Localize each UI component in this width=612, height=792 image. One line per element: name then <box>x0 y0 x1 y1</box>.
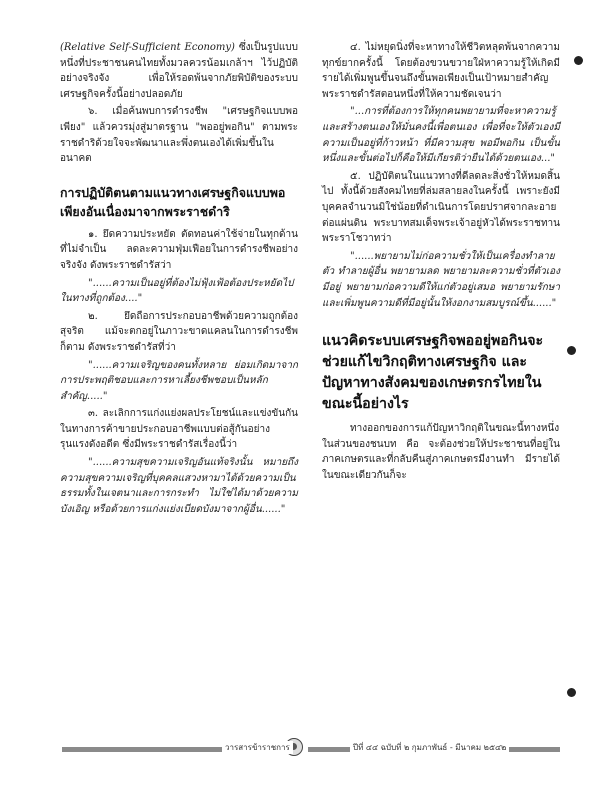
paragraph-item-2: ๒. ยึดถือการประกอบอาชีพด้วยความถูกต้อง สุจริต แม้จะตกอยู่ในภาวะขาดแคลนในการดำรงชีพก็ตาม ดังพระราชดำรัสที่ว่า <box>60 310 298 353</box>
footer-journal-name: วารสารข้าราชการ <box>222 741 293 754</box>
right-column <box>322 40 560 485</box>
left-column <box>60 40 298 519</box>
paragraph-item-4: ๔. ไม่หยุดนิ่งที่จะหาทางให้ชีวิตหลุดพ้นจากความทุกข์ยากครั้งนี้ โดยต้องขวนขวายใฝ่หาความรู้ให้เกิดมีรายได้เพิ่มพูนขึ้นจนถึงขั้นพอเพียงเป็นเป้าหมายสำคัญ พระราชดำรัสตอนหนึ่งที่ให้ความชัดเจนว่า <box>322 42 560 100</box>
royal-quote-4: "...การที่ต้องการให้ทุกคนพยายามที่จะหาความรู้ และสร้างตนเองให้มั่นคงนี้เพื่อตนเอง เพื่อที่จะให้ตัวเองมีความเป็นอยู่ที่ก้าวหน้า ที่มีความสุข พอมีพอกิน เป็นขั้นหนึ่งและขั้นต่อไปก็คือให้มีเกียรติว่ายืนได้ด้วยตนเอง..." <box>322 106 560 165</box>
royal-quote-1: "......ความเป็นอยู่ที่ต้องไม่ฟุ้งเฟ้อต้องประหยัดไปในทางที่ถูกต้อง...." <box>60 277 294 305</box>
margin-bullet-bottom <box>567 688 576 697</box>
paragraph-solution: ทางออกของการแก้ปัญหาวิกฤติในขณะนี้ทางหนึ่งในส่วนของชนบท คือ จะต้องช่วยให้ประชาชนที่อยู่ในภาคเกษตรและที่กลับคืนสู่ภาคเกษตรมีงานทำ มีรายได้ ในขณะเดียวกันก็จะ <box>322 423 560 481</box>
intro-italic-term: (Relative Self-Sufficient Economy) <box>60 42 235 53</box>
paragraph-item-5: ๕. ปฏิบัติตนในแนวทางที่ดีลดละสิ่งชั่วให้หมดสิ้นไป ทั้งนี้ด้วยสังคมไทยที่ล่มสลายลงในครั้งนี้ เพราะยังมีบุคคลจำนวนมิใช่น้อยที่ดำเนินการโดยปราศจากละอายต่อแผ่นดิน พระบาทสมเด็จพระเจ้าอยู่หัวได้พระราชทานพระราโชวาทว่า <box>322 170 560 245</box>
margin-bullet-top <box>574 56 583 65</box>
royal-quote-5: "......พยายามไม่ก่อความชั่วให้เป็นเครื่องทำลายตัว ทำลายผู้อื่น พยายามลด พยายามละความชั่วที่ตัวเองมีอยู่ พยายามก่อความดีให้แก่ตัวอยู่เสมอ พยายามรักษาและเพิ่มพูนความดีที่มีอยู่นั้นให้งอกงามสมบูรณ์ขึ้น......" <box>322 250 560 309</box>
paragraph-item-6: ๖. เมื่อค้นพบการดำรงชีพ "เศรษฐกิจแบบพอเพียง" แล้วควรมุ่งสู่มาตรฐาน "พออยู่พอกิน" ตามพระราชดำริด้วยใจจะพัฒนาและพึ่งตนเองได้เพิ่มขึ้นในอนาคต <box>60 106 298 165</box>
intro-text: ซึ่งเป็นรูปแบบหนึ่งที่ประชาชนคนไทยทั้งมวลควรน้อมเกล้าฯ ไว้ปฏิบัติอย่างจริงจัง เพื่อให้รอดพ้นจากภัยพิบัติของระบบเศรษฐกิจครั้งนี้อย่างปลอดภัย <box>60 42 299 100</box>
margin-bullet-middle <box>567 346 576 355</box>
paragraph-item-3: ๓. ละเลิกการแก่งแย่งผลประโยชน์และแข่งขันกันในทางการค้าขายประกอบอาชีพแบบต่อสู้กันอย่างรุนแรงดังอดีต ซึ่งมีพระราชดำรัสเรื่องนี้ว่า <box>60 408 298 451</box>
section-heading-concept: แนวคิดระบบเศรษฐกิจพออยู่พอกินจะช่วยแก้ไขวิกฤติทางเศรษฐกิจ และปัญหาทางสังคมของเกษตรกรไทยในขณะนี้อย่างไร <box>322 333 544 413</box>
royal-quote-2: "......ความเจริญของคนทั้งหลาย ย่อมเกิดมาจากการประพฤติชอบและการหาเลี้ยงชีพชอบเป็นหลักสำคัญ....." <box>60 359 298 402</box>
paragraph-intro <box>60 40 298 102</box>
paragraph-item-1: ๑. ยึดความประหยัด ตัดทอนค่าใช้จ่ายในทุกด้านที่ไม่จำเป็น ลดละความฟุ่มเฟือยในการดำรงชีพอย่างจริงจัง ดังพระราชดำรัสว่า <box>60 228 298 271</box>
section-heading-practice: การปฏิบัติตนตามแนวทางเศรษฐกิจแบบพอเพียงอันเนื่องมาจากพระราชดำริ <box>60 184 286 219</box>
royal-quote-3: "......ความสุขความเจริญอันแท้จริงนั้น หมายถึงความสุขความเจริญที่บุคคลแสวงหามาได้ด้วยความเป็นธรรมทั้งในเจตนาและการกระทำ ไม่ใช่ได้มาด้วยความบังเอิญ หรือด้วยการแก่งแย่งเบียดบังมาจากผู้อื่น......" <box>60 457 298 515</box>
footer-issue-info: ปีที่ ๔๔ ฉบับที่ ๒ กุมภาพันธ์ - มีนาคม ๒๕๔๒ <box>350 741 509 754</box>
